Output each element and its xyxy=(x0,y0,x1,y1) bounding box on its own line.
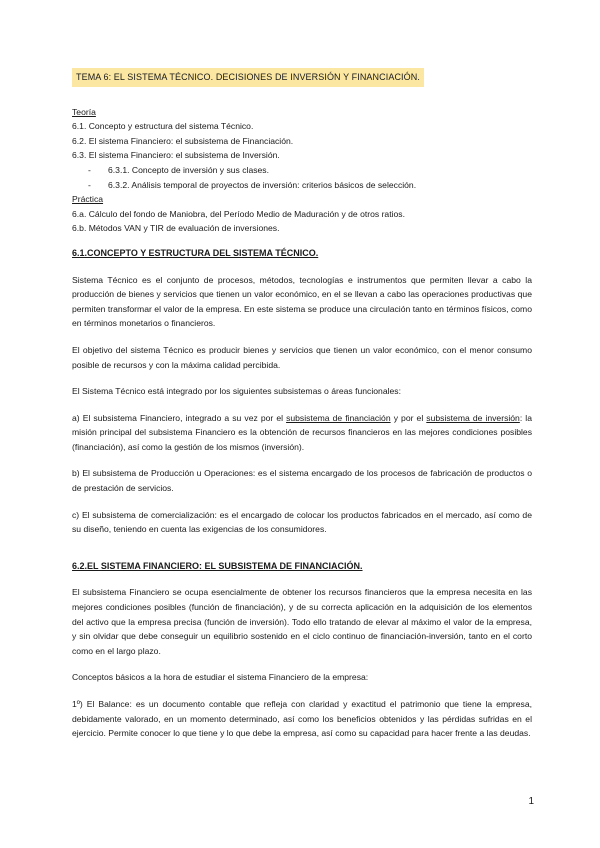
paragraph: El subsistema Financiero se ocupa esencialmente de obtener los recursos financieros que la empresa necesita en las mejores condiciones posibles (función de financiación), y de su correcta aplicación en la adquisición de los elementos del activo que la empresa precisa (función de inversión). Todo ello tratando de elevar al máximo el valor de la empresa, y sin olvidar que debe conseguir un equilibrio sostenido en el ciclo continuo de financiación-inversión, tanto en el corto como en el largo plazo. xyxy=(72,587,532,656)
paragraph: El objetivo del sistema Técnico es producir bienes y servicios que tienen un valor económico, con el menor consumo posible de recursos y con la máxima calidad percibida. xyxy=(72,344,532,370)
text-run: a) El subsistema Financiero, integrado a su vez por el xyxy=(72,412,287,423)
document-page xyxy=(72,68,532,741)
toc-subitem-text: 6.3.2. Análisis temporal de proyectos de inversión: criterios básicos de selección. xyxy=(108,179,417,190)
text-run: y por el xyxy=(390,412,427,423)
paragraph: b) El subsistema de Producción u Operaciones: es el sistema encargado de los procesos de fabricación de productos o de prestación de servicios. xyxy=(72,468,532,494)
toc-item: 6.a. Cálculo del fondo de Maniobra, del Período Medio de Maduración y de otros ratios. xyxy=(72,208,405,219)
practica-label: Práctica xyxy=(72,194,104,205)
paragraph: Sistema Técnico es el conjunto de procesos, métodos, tecnologías e instrumentos que permiten llevar a cabo la producción de bienes y servicios que tienen un valor económico, en el se llevan a cabo las operaciones productivas que permiten transformar el valor de la empresa. En este sistema se produce una circulación tanto en términos físicos, como en términos monetarios o financieros. xyxy=(72,274,532,329)
paragraph: c) El subsistema de comercialización: es el encargado de colocar los productos fabricados en el mercado, así como de su diseño, teniendo en cuenta las exigencias de los consumidores. xyxy=(72,509,532,535)
link-subsistema-financiacion: subsistema de financiación xyxy=(286,412,391,423)
page-number: 1 xyxy=(528,796,534,807)
text-run: : la misión principal del subsistema Financiero es la obtención de recursos financieros en las mejores condiciones posibles (financiación), así como la gestión de los mismos (inversión). xyxy=(72,412,532,452)
paragraph xyxy=(72,411,532,455)
link-subsistema-inversion: subsistema de inversión xyxy=(426,412,520,423)
toc-item: 6.b. Métodos VAN y TIR de evaluación de inversiones. xyxy=(72,223,280,234)
toc-item: 6.2. El sistema Financiero: el subsistema de Financiación. xyxy=(72,135,294,146)
teoria-label: Teoría xyxy=(72,106,96,117)
toc-subitem-text: 6.3.1. Concepto de inversión y sus clases. xyxy=(108,164,269,175)
paragraph: El Sistema Técnico está integrado por los siguientes subsistemas o áreas funcionales: xyxy=(72,386,401,397)
toc-subitem: - 6.3.2. Análisis temporal de proyectos de inversión: criterios básicos de selección. xyxy=(88,179,417,190)
section-heading: 6.2.EL SISTEMA FINANCIERO: EL SUBSISTEMA DE FINANCIACIÓN. xyxy=(72,560,363,571)
toc-subitem: - 6.3.1. Concepto de inversión y sus clases. xyxy=(88,164,269,175)
toc-item: 6.3. El sistema Financiero: el subsistema de Inversión. xyxy=(72,150,280,161)
paragraph: 1º) El Balance: es un documento contable que refleja con claridad y exactitud el patrimonio que tiene la empresa, debidamente valorado, en un momento determinado, así como los beneficios obtenidos y las pérdidas sufridas en el ejercicio. Permite conocer lo que tiene y lo que debe la empresa, así como su capacidad para hacer frente a las deudas. xyxy=(72,699,532,739)
document-title: TEMA 6: EL SISTEMA TÉCNICO. DECISIONES DE INVERSIÓN Y FINANCIACIÓN. xyxy=(72,68,424,87)
paragraph: Conceptos básicos a la hora de estudiar el sistema Financiero de la empresa: xyxy=(72,672,369,683)
toc-item: 6.1. Concepto y estructura del sistema Técnico. xyxy=(72,121,254,132)
section-heading: 6.1.CONCEPTO Y ESTRUCTURA DEL SISTEMA TÉCNICO. xyxy=(72,247,319,258)
